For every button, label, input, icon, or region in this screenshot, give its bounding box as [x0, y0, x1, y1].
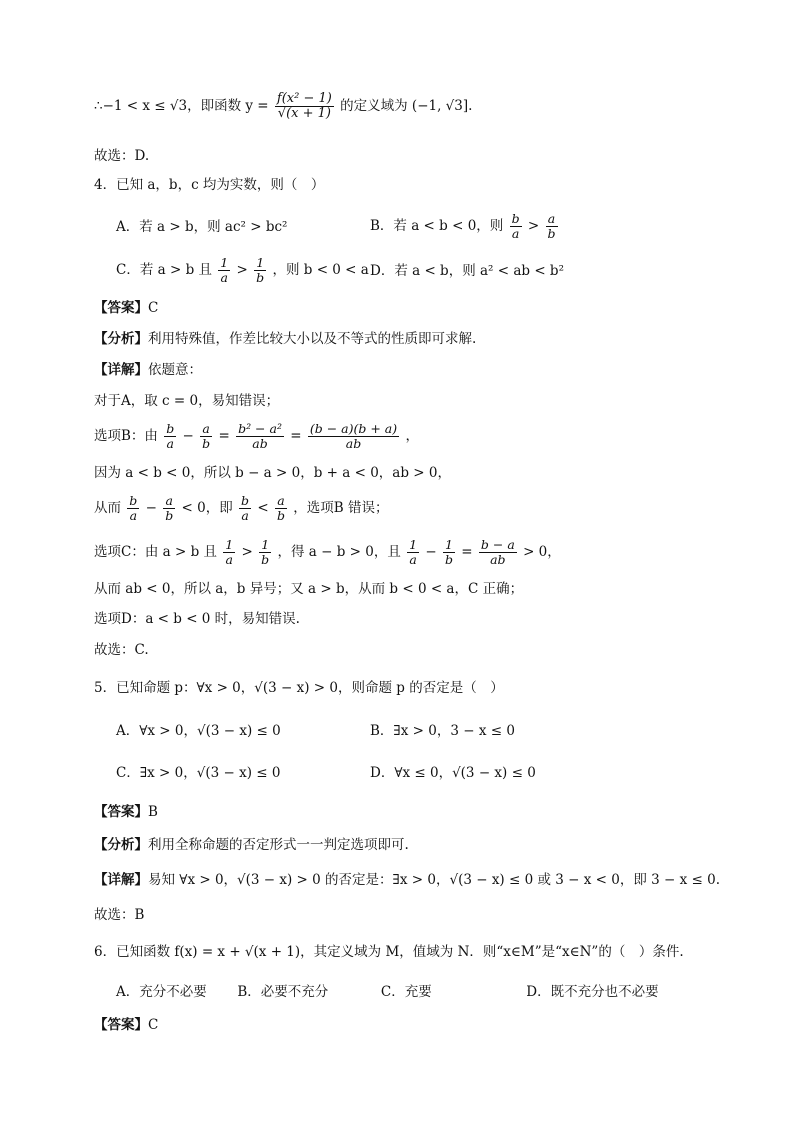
denominator: √(x + 1)	[277, 106, 331, 121]
text: =	[461, 544, 473, 560]
q5-choice: 故选：B	[94, 907, 145, 923]
text: < 0，即	[181, 500, 233, 516]
denominator: a	[166, 436, 174, 451]
fraction	[223, 538, 235, 567]
q3-choice: 故选：D.	[94, 148, 150, 164]
q6-option-c: C．充要	[380, 984, 432, 1000]
numerator: 1	[409, 537, 418, 552]
denominator: ab	[252, 436, 268, 451]
numerator: b	[241, 493, 250, 508]
text: ，选项B 错误；	[293, 500, 389, 516]
numerator: a	[200, 422, 212, 437]
numerator: b	[129, 493, 138, 508]
text: >	[241, 544, 253, 560]
detail-text: 易知 ∀x > 0，√(3 − x) > 0 的否定是：∃x > 0，√(3 − x) ≤ 0 或 3 − x < 0，即 3 − x ≤ 0.	[148, 872, 721, 888]
answer-tag: 【答案】	[94, 804, 148, 820]
answer-tag: 【答案】	[94, 300, 148, 316]
numerator: b² − a²	[238, 421, 282, 436]
numerator: 1	[254, 256, 266, 271]
fraction	[236, 422, 284, 451]
numerator: 1	[225, 537, 234, 552]
denominator: b	[202, 436, 211, 451]
q4-option-b	[370, 212, 560, 241]
fraction	[546, 212, 558, 241]
denominator: b	[276, 508, 285, 523]
q6-option-a: A．充分不必要	[116, 984, 207, 1000]
q6-answer	[94, 1016, 158, 1034]
q4-option-a: A．若 a > b，则 ac² > bc²	[116, 219, 288, 235]
q4-detail-line	[94, 494, 388, 523]
denominator: a	[409, 552, 417, 567]
q4-detail-line: 因为 a < b < 0，所以 b − a > 0，b + a < 0，ab > 0，	[94, 465, 451, 481]
q5-option-c: C．∃x > 0，√(3 − x) ≤ 0	[116, 765, 281, 781]
text: 从而	[94, 500, 121, 516]
denominator: b	[547, 226, 556, 241]
fraction	[239, 494, 251, 523]
fraction	[479, 538, 517, 567]
numerator: f(x² − 1)	[276, 91, 332, 106]
q6-stem: 6．已知函数 f(x) = x + √(x + 1)，其定义域为 M，值域为 N．则“x∈M”是“x∈N”的（ ）条件.	[94, 944, 684, 960]
denominator: a	[225, 552, 233, 567]
analysis-text: 利用全称命题的否定形式一一判定选项即可.	[148, 837, 409, 853]
denominator: b	[261, 552, 270, 567]
numerator: a	[163, 494, 175, 509]
q4-answer	[94, 299, 158, 317]
text: ，得 a − b > 0，且	[277, 544, 401, 560]
denominator: ab	[345, 436, 362, 451]
q4-detail	[94, 361, 202, 379]
analysis-text: 利用特殊值，作差比较大小以及不等式的性质即可求解.	[148, 331, 477, 347]
q4-detail-line	[94, 538, 561, 567]
q5-option-b: B．∃x > 0，3 − x ≤ 0	[370, 723, 515, 739]
denominator: b	[444, 552, 453, 567]
q4-detail-line: 选项D：a < b < 0 时，易知错误.	[94, 611, 300, 627]
text: 选项B：由	[94, 428, 158, 444]
numerator: b − a	[480, 537, 515, 552]
q3-domain-line	[94, 92, 472, 121]
numerator: b	[511, 211, 520, 226]
detail-tag: 【详解】	[94, 872, 148, 888]
q4-stem: 4．已知 a，b，c 均为实数，则（ ）	[94, 177, 325, 193]
text: −	[425, 544, 437, 560]
denominator: a	[220, 270, 228, 285]
q4-analysis	[94, 330, 476, 348]
analysis-tag: 【分析】	[94, 331, 148, 347]
text: >	[527, 218, 540, 234]
text: > 0，	[523, 544, 561, 560]
fraction	[163, 494, 175, 523]
answer-value: C	[148, 300, 159, 316]
answer-value: C	[148, 1017, 159, 1033]
fraction	[308, 422, 399, 451]
q5-answer	[94, 803, 158, 821]
q4-option-d: D．若 a < b，则 a² < ab < b²	[370, 263, 564, 279]
detail-text: 依题意：	[148, 362, 202, 378]
fraction	[164, 422, 176, 451]
numerator: a	[546, 212, 558, 227]
text: ，	[405, 428, 419, 444]
fraction	[275, 494, 287, 523]
fraction	[510, 212, 522, 241]
text: =	[218, 428, 230, 444]
numerator: 1	[443, 538, 455, 553]
numerator: (b − a)(b + a)	[309, 421, 398, 436]
answer-tag: 【答案】	[94, 1017, 148, 1033]
fraction	[127, 494, 139, 523]
q4-option-c	[116, 256, 369, 285]
detail-tag: 【详解】	[94, 362, 148, 378]
q5-stem: 5．已知命题 p：∀x > 0，√(3 − x) > 0，则命题 p 的否定是（ ）	[94, 680, 504, 696]
q6-options	[116, 983, 659, 1001]
fraction	[275, 92, 334, 121]
denominator: a	[129, 508, 138, 523]
analysis-tag: 【分析】	[94, 837, 148, 853]
text: −	[182, 428, 194, 444]
q4-detail-line: 从而 ab < 0，所以 a，b 异号；又 a > b，从而 b < 0 < a，C 正确；	[94, 581, 524, 597]
q4-choice: 故选：C.	[94, 642, 149, 658]
q5-option-a: A．∀x > 0，√(3 − x) ≤ 0	[116, 723, 281, 739]
numerator: 1	[220, 255, 229, 270]
text: =	[290, 428, 302, 444]
denominator: b	[256, 270, 265, 285]
text: ，则 b < 0 < a	[272, 262, 369, 278]
q6-option-b: B．必要不充分	[237, 984, 329, 1000]
text: B．若 a < b < 0，则	[370, 218, 504, 234]
q4-detail-line: 对于A，取 c = 0，易知错误；	[94, 393, 280, 409]
numerator: b	[166, 421, 175, 436]
text: 的定义域为 (−1, √3].	[340, 98, 473, 114]
text: 选项C：由 a > b 且	[94, 544, 217, 560]
text: <	[257, 500, 269, 516]
denominator: ab	[490, 552, 506, 567]
denominator: a	[511, 226, 520, 241]
text: C．若 a > b 且	[116, 262, 212, 278]
q5-option-d: D．∀x ≤ 0，√(3 − x) ≤ 0	[370, 765, 536, 781]
q4-detail-line	[94, 422, 419, 451]
fraction	[443, 538, 455, 567]
fraction	[259, 538, 271, 567]
fraction	[407, 538, 419, 567]
denominator: a	[241, 508, 249, 523]
text: >	[236, 262, 248, 278]
q5-analysis	[94, 836, 409, 854]
denominator: b	[165, 508, 174, 523]
text: ∴−1 < x ≤ √3，即函数 y =	[94, 98, 269, 114]
text: −	[145, 500, 157, 516]
numerator: a	[275, 494, 287, 509]
answer-value: B	[148, 804, 158, 820]
fraction	[200, 422, 212, 451]
q6-option-d: D．既不充分也不必要	[526, 984, 659, 1000]
fraction	[218, 256, 230, 285]
fraction	[254, 256, 266, 285]
numerator: 1	[259, 538, 271, 553]
q5-detail	[94, 871, 720, 889]
